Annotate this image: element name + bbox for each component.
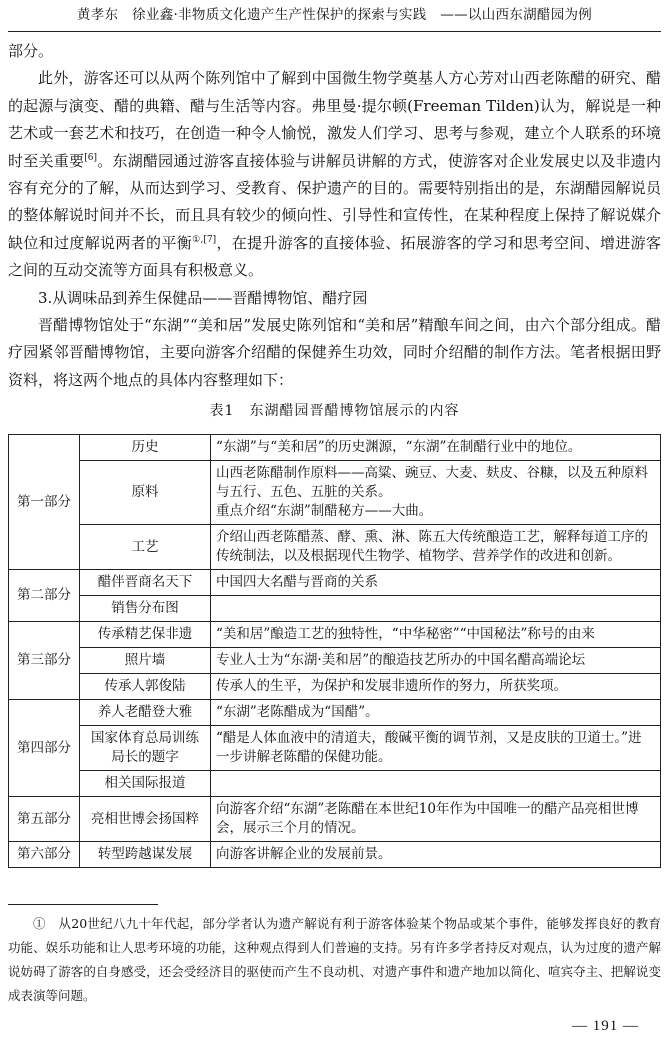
paragraph-continuation: 部分。: [8, 42, 54, 60]
table-row: [9, 842, 661, 868]
table-desc-cell: [211, 726, 661, 771]
table-desc-cell: [211, 596, 661, 622]
paragraph-interpretation: [8, 65, 661, 284]
table-desc-line: 山西老陈醋制作原料——高粱、豌豆、大麦、麸皮、谷糠，以及五种原料与五行、五色、五脏的关系。: [216, 465, 648, 501]
table-part-cell: 第三部分: [9, 622, 80, 700]
table-item-cell: 养人老醋登大雅: [80, 700, 211, 726]
table-item-cell: 传承人郭俊陆: [80, 674, 211, 700]
table-row: [9, 771, 661, 797]
table-item-cell: 醋伴晋商名天下: [80, 570, 211, 596]
table-desc-cell: [211, 797, 661, 842]
table-part-cell: 第四部分: [9, 700, 80, 797]
table-desc-line: 向游客介绍“东湖”老陈醋在本世纪10年作为中国唯一的醋产品亮相世博会，展示三个月的情况。: [216, 801, 639, 837]
paragraph-museum: 晋醋博物馆处于“东湖”“美和居”发展史陈列馆和“美和居”精酿车间之间，由六个部分组成。醋疗园紧邻晋醋博物馆，主要向游客介绍醋的保健养生功效，同时介绍醋的制作方法。笔者根据田野资料，将这两个地点的具体内容整理如下：: [8, 316, 661, 389]
table-desc-cell: [211, 435, 661, 461]
table-desc-line: 专业人士为“东湖·美和居”的酿造技艺所办的中国名醋高端论坛: [216, 652, 586, 669]
table-item-cell: 原料: [80, 461, 211, 525]
table-item-cell: 工艺: [80, 525, 211, 570]
table-part-cell: 第六部分: [9, 842, 80, 868]
running-header: [0, 0, 669, 30]
table-desc-cell: [211, 570, 661, 596]
table-item-cell: 转型跨越谋发展: [80, 842, 211, 868]
header-title: ·非物质文化遗产生产性保护的探索与实践 ——以山西东湖醋园为例: [173, 7, 593, 23]
table-row: [9, 461, 661, 525]
table-desc-line: “东湖”与“美和居”的历史渊源，“东湖”在制醋行业中的地位。: [216, 439, 582, 456]
table-desc-line: 中国四大名醋与晋商的关系: [216, 574, 378, 591]
header-rule: [8, 31, 661, 32]
footnote-rule: [8, 904, 158, 905]
table-item-cell: 亮相世博会扬国粹: [80, 797, 211, 842]
table-desc-line: “醋是人体血液中的清道夫，酸碱平衡的调节剂，又是皮肤的卫道士。”进一步讲解老陈醋的保健功能。: [216, 730, 642, 766]
table-desc-cell: [211, 525, 661, 570]
table-item-cell: 照片墙: [80, 648, 211, 674]
citation-ref-7[interactable]: ①,[7]: [192, 234, 217, 245]
table-item-cell: 历史: [80, 435, 211, 461]
table-part-cell: 第二部分: [9, 570, 80, 622]
table-desc-cell: [211, 461, 661, 525]
table-item-cell: 国家体育总局训练局长的题字: [80, 726, 211, 771]
footnote-text: ① 从20世纪八九十年代起，部分学者认为遗产解说有利于游客体验某个物品或某个事件，能够发挥良好的教育功能、娱乐功能和让人思考环境的功能，这种观点得到人们普遍的支持。另有许多学者持反对观点，认为过度的遗产解说妨碍了游客的自身感受，还会受经济目的驱使而产生不良动机、对遗产事件和遗产地加以简化、喧宾夺主、把解说变成表演等问题。: [8, 916, 661, 1003]
main-content: [8, 38, 661, 868]
table-desc-cell: [211, 648, 661, 674]
table-part-cell: 第五部分: [9, 797, 80, 842]
exhibit-table-body: [9, 435, 661, 868]
table-row: [9, 622, 661, 648]
table-desc-line: 传承人的生平，为保护和发展非遗所作的努力，所获奖项。: [216, 678, 567, 695]
table-row: [9, 570, 661, 596]
table-desc-cell: [211, 842, 661, 868]
page-number: — 191 —: [572, 1018, 639, 1034]
table-item-cell: 相关国际报道: [80, 771, 211, 797]
header-authors: 黄孝东 徐业鑫: [76, 7, 174, 23]
exhibit-table: [8, 434, 661, 868]
paragraph-text-c: ，在提升游客的直接体验、拓展游客的学习和思考空间、增进游客之间的互动交流等方面具有积极意义。: [8, 233, 661, 280]
footnote: [8, 912, 661, 1008]
table-desc-line: “美和居”酿造工艺的独特性，“中华秘密”“中国秘法”称号的由来: [216, 626, 595, 643]
table-row: [9, 674, 661, 700]
table-row: [9, 596, 661, 622]
citation-ref-6[interactable]: [6]: [84, 152, 97, 163]
table-desc-line: 介绍山西老陈醋蒸、酵、熏、淋、陈五大传统酿造工艺，解释每道工序的传统制法，以及根据现代生物学、植物学、营养学作的改进和创新。: [216, 529, 648, 565]
table-desc-line: [216, 774, 655, 793]
table-desc-line: 重点介绍“东湖”制醋秘方——大曲。: [216, 503, 433, 520]
table-row: [9, 435, 661, 461]
table-item-cell: 销售分布图: [80, 596, 211, 622]
table-row: [9, 648, 661, 674]
table-item-cell: 传承精艺保非遗: [80, 622, 211, 648]
table-desc-line: “东湖”老陈醋成为“国醋”。: [216, 704, 379, 721]
table-desc-line: [216, 599, 655, 618]
table-desc-cell: [211, 700, 661, 726]
table-row: [9, 797, 661, 842]
table-part-cell: 第一部分: [9, 435, 80, 570]
section-subheading: 3.从调味品到养生保健品——晋醋博物馆、醋疗园: [38, 288, 368, 307]
table-caption: 表1 东湖醋园晋醋博物馆展示的内容: [209, 403, 460, 420]
table-desc-cell: [211, 771, 661, 797]
table-row: [9, 525, 661, 570]
table-desc-cell: [211, 674, 661, 700]
paragraph-text-a: 此外，游客还可以从两个陈列馆中了解到中国微生物学奠基人方心芳对山西老陈醋的研究、醋的起源与演变、醋的典籍、醋与生活等内容。弗里曼·提尔顿(Freeman Tilden)认为，解说是一种艺术或一套艺术和技巧，在创造一种令人愉悦，激发人们学习、思考与参观，建立个人联系的环境时至关重要: [8, 69, 661, 170]
paragraph-text-b: 。东湖醋园通过游客直接体验与讲解员讲解的方式，使游客对企业发展史以及非遗内容有充分的了解，从而达到学习、受教育、保护遗产的目的。需要特别指出的是，东湖醋园解说员的整体解说时间并不长，而且具有较少的倾向性、引导性和宣传性，在某种程度上保持了解说媒介缺位和过度解说两者的平衡: [8, 151, 661, 252]
table-row: [9, 726, 661, 771]
table-row: [9, 700, 661, 726]
table-desc-line: 向游客讲解企业的发展前景。: [216, 846, 392, 863]
table-desc-cell: [211, 622, 661, 648]
